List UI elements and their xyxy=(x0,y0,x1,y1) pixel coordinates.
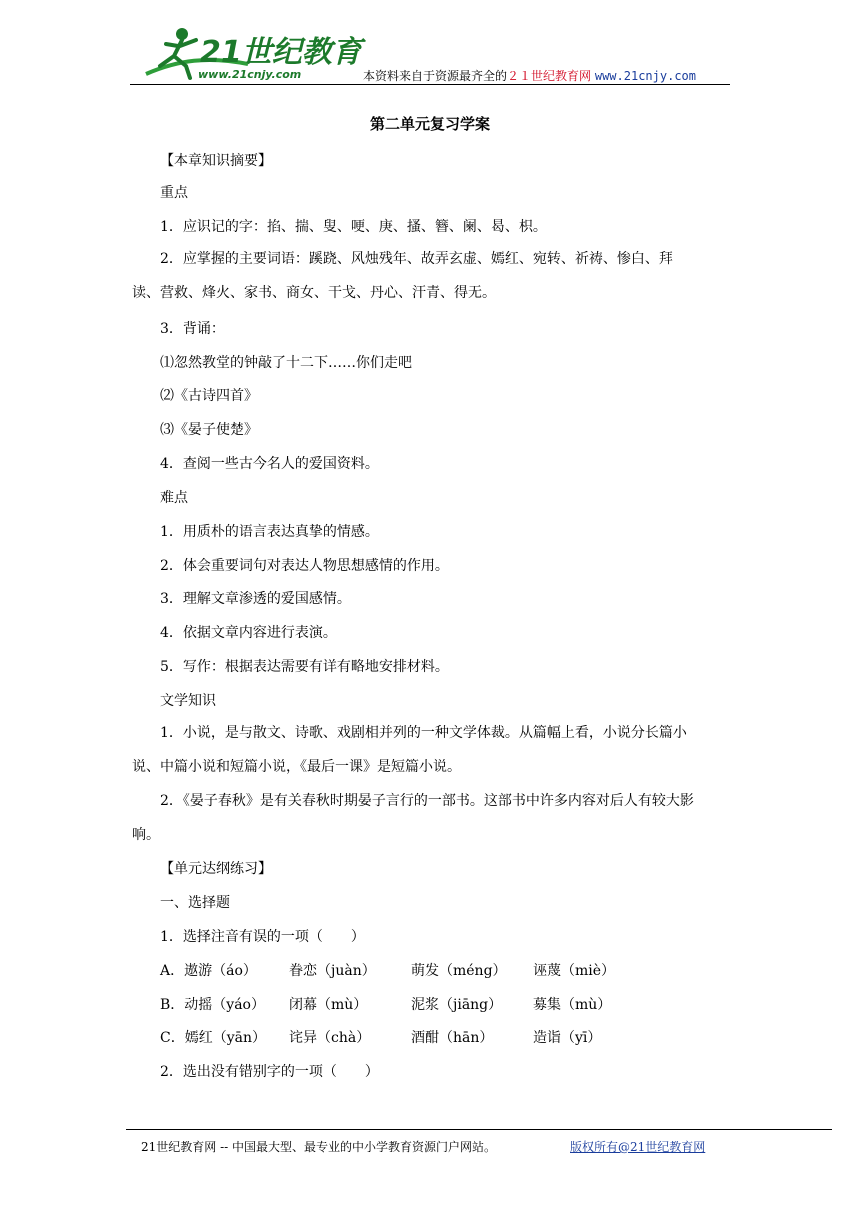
footer-copyright-link[interactable]: 版权所有@21世纪教育网 xyxy=(570,1140,706,1154)
site-logo xyxy=(138,22,362,84)
summary-heading: 【本章知识摘要】 xyxy=(160,153,272,169)
key-item: 1．应识记的字：掐、揣、叟、哽、庚、搔、簪、阑、曷、枳。 xyxy=(160,219,547,235)
difficulty-heading: 难点 xyxy=(160,490,188,506)
logo-text: 21世纪教育 xyxy=(200,35,362,70)
literature-item: 1．小说，是与散文、诗歌、戏剧相并列的一种文学体裁。从篇幅上看，小说分长篇小说、中篇小说和短篇小说，《最后一课》是短篇小说。 xyxy=(132,725,687,775)
header-brand-link[interactable]: ２１世纪教育网 xyxy=(507,69,592,83)
difficulty-item: 4．依据文章内容进行表演。 xyxy=(160,625,337,641)
page-title: 第二单元复习学案 xyxy=(369,115,490,133)
difficulty-item: 2．体会重要词句对表达人物思想感情的作用。 xyxy=(160,558,449,574)
footer-divider xyxy=(126,1129,832,1130)
option-c-2: 诧异（chà） xyxy=(289,1030,371,1046)
option-b-4: 募集（mù） xyxy=(533,997,612,1013)
logo-url: www.21cnjy.com xyxy=(198,68,302,81)
header-divider xyxy=(130,84,730,85)
option-a-3: 萌发（méng） xyxy=(411,963,507,979)
header-url-link[interactable]: www.21cnjy.com xyxy=(594,69,697,83)
key-item: ⑴忽然教堂的钟敲了十二下……你们走吧 xyxy=(160,355,412,371)
option-b-1: B．动摇（yáo） xyxy=(160,997,265,1013)
question-2: 2．选出没有错别字的一项（ ） xyxy=(160,1064,379,1080)
key-item: 4．查阅一些古今名人的爱国资料。 xyxy=(160,456,379,472)
option-c-4: 造诣（yī） xyxy=(533,1030,602,1046)
key-item: 2．应掌握的主要词语：蹊跷、风烛残年、故弄玄虚、嫣红、宛转、祈祷、惨白、拜读、营救、烽火、家书、商女、干戈、丹心、汗青、得无。 xyxy=(132,251,673,301)
header-note xyxy=(363,67,696,84)
option-c-1: C．嫣红（yān） xyxy=(160,1030,266,1046)
exercise-heading: 【单元达纲练习】 xyxy=(160,861,272,877)
header-note-prefix: 本资料来自于资源最齐全的 xyxy=(363,69,508,83)
key-item: ⑵《古诗四首》 xyxy=(160,388,258,404)
literature-heading: 文学知识 xyxy=(160,693,216,709)
section-heading: 一、选择题 xyxy=(160,895,230,911)
option-b-2: 闭幕（mù） xyxy=(289,997,368,1013)
literature-item: 2．《晏子春秋》是有关春秋时期晏子言行的一部书。这部书中许多内容对后人有较大影响。 xyxy=(132,793,694,843)
difficulty-item: 5．写作：根据表达需要有详有略地安排材料。 xyxy=(160,659,449,675)
footer-text: 21世纪教育网 -- 中国最大型、最专业的中小学教育资源门户网站。 xyxy=(141,1140,497,1154)
option-c-3: 酒酣（hān） xyxy=(411,1030,494,1046)
difficulty-item: 1．用质朴的语言表达真挚的情感。 xyxy=(160,524,379,540)
key-item: 3．背诵： xyxy=(160,321,225,337)
running-figure-logo-icon xyxy=(138,22,362,84)
option-a-1: A．遨游（áo） xyxy=(160,963,257,979)
option-b-3: 泥浆（jiāng） xyxy=(411,997,503,1013)
key-item: ⑶《晏子使楚》 xyxy=(160,422,258,438)
question-1: 1．选择注音有误的一项（ ） xyxy=(160,929,365,945)
difficulty-item: 3．理解文章渗透的爱国感情。 xyxy=(160,591,351,607)
option-a-2: 眷恋（juàn） xyxy=(289,963,376,979)
option-a-4: 诬蔑（miè） xyxy=(533,963,616,979)
key-heading: 重点 xyxy=(160,185,188,201)
